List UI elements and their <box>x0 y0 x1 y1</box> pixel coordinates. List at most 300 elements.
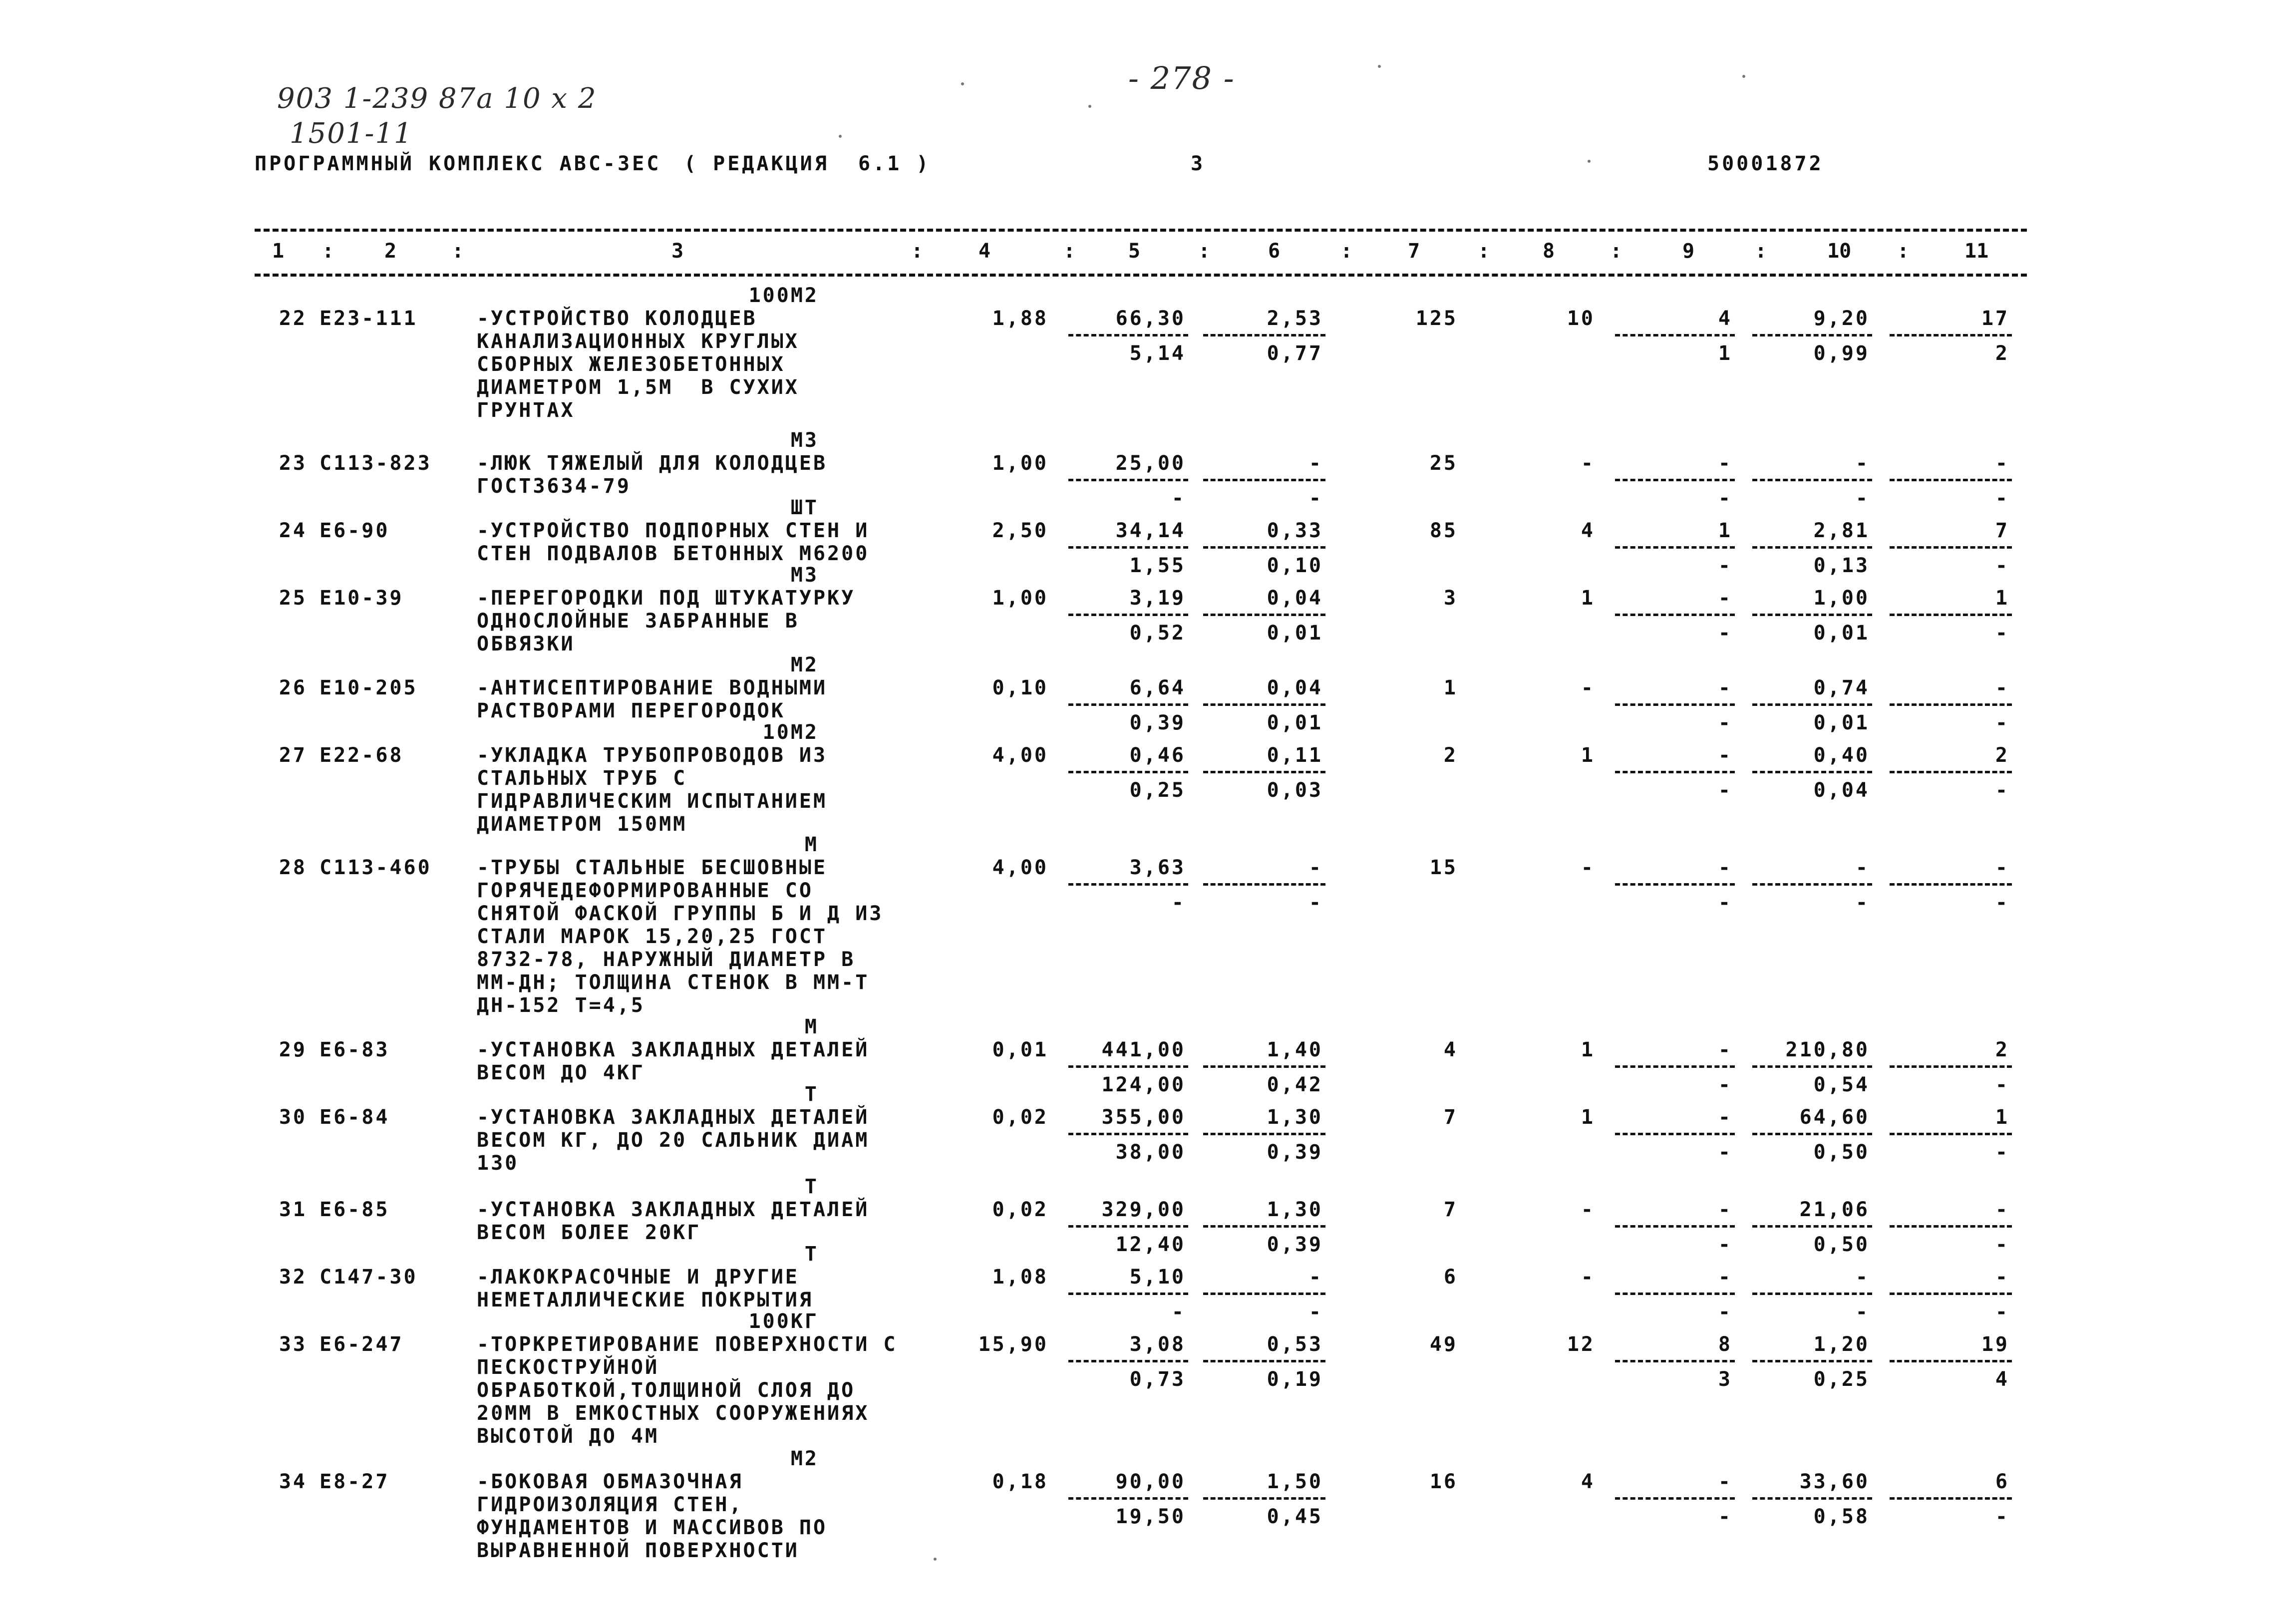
separator-col9 <box>1615 1225 1735 1228</box>
value-c6b: 0,42 <box>1267 1073 1323 1096</box>
separator-col10 <box>1752 334 1872 336</box>
value-c9b: - <box>1718 891 1732 914</box>
column-header-10: 10 <box>1827 240 1852 263</box>
value-c9a: 1 <box>1718 519 1732 542</box>
separator-col11 <box>1890 546 2012 549</box>
value-c5b: 124,00 <box>1101 1073 1186 1096</box>
value-c9b: - <box>1718 779 1732 802</box>
value-c4: 0,10 <box>992 676 1048 699</box>
separator-col6 <box>1203 703 1325 706</box>
work-description: -УСТАНОВКА ЗАКЛАДНЫХ ДЕТАЛЕЙ ВЕСОМ БОЛЕЕ 20КГ <box>477 1198 870 1244</box>
separator-col9 <box>1615 334 1735 336</box>
value-c8: 12 <box>1567 1333 1595 1356</box>
separator-col11 <box>1890 771 2012 773</box>
value-c5a: 441,00 <box>1101 1038 1186 1061</box>
row-number: 34 <box>279 1470 307 1493</box>
value-c10b: 0,50 <box>1813 1233 1870 1256</box>
separator-col6 <box>1203 479 1325 481</box>
value-c6a: - <box>1308 452 1323 475</box>
value-c5b: 19,50 <box>1115 1505 1186 1528</box>
value-c9b: - <box>1718 487 1732 510</box>
unit-of-measure: Т <box>804 1175 819 1198</box>
program-title: ПРОГРАММНЫЙ КОМПЛЕКС АВС-3ЕС <box>255 152 661 175</box>
value-c4: 0,18 <box>992 1470 1048 1493</box>
column-separator: : <box>1340 240 1353 263</box>
scan-speck <box>1378 65 1381 68</box>
value-c11b: - <box>1995 779 2009 802</box>
row-number: 22 <box>279 307 307 330</box>
unit-of-measure: М2 <box>790 1447 819 1470</box>
separator-col10 <box>1752 1293 1872 1295</box>
value-c7: 3 <box>1443 587 1458 610</box>
value-c10a: - <box>1855 1266 1870 1289</box>
separator-col6 <box>1203 1497 1325 1500</box>
work-description: -ЛАКОКРАСОЧНЫЕ И ДРУГИЕ НЕМЕТАЛЛИЧЕСКИЕ ПОКРЫТИЯ <box>477 1266 813 1311</box>
value-c8: - <box>1581 676 1595 699</box>
value-c10b: 0,01 <box>1813 622 1870 645</box>
value-c8: - <box>1581 1266 1595 1289</box>
value-c10b: 0,54 <box>1813 1073 1870 1096</box>
separator-col6 <box>1203 1293 1325 1295</box>
value-c5a: 0,46 <box>1129 744 1186 767</box>
value-c11b: - <box>1995 1141 2009 1164</box>
value-c10a: 1,00 <box>1813 587 1870 610</box>
scan-speck <box>934 1558 937 1561</box>
separator-col11 <box>1890 1360 2012 1362</box>
scan-speck <box>1742 75 1745 78</box>
column-separator: : <box>322 240 334 263</box>
value-c4: 0,01 <box>992 1038 1048 1061</box>
row-number: 28 <box>279 856 307 879</box>
value-c11b: - <box>1995 622 2009 645</box>
work-description: -АНТИСЕПТИРОВАНИЕ ВОДНЫМИ РАСТВОРАМИ ПЕРЕГОРОДОК <box>477 676 828 722</box>
value-c4: 1,00 <box>992 452 1048 475</box>
unit-of-measure: 100М2 <box>748 284 819 307</box>
work-description: -ТРУБЫ СТАЛЬНЫЕ БЕСШОВНЫЕ ГОРЯЧЕДЕФОРМИРОВАННЫЕ СО СНЯТОЙ ФАСКОЙ ГРУППЫ Б И Д ИЗ СТАЛИ МАРОК 15,20,25 ГОСТ 8732-78, НАРУЖНЫЙ ДИАМЕТР В ММ-ДН; ТОЛЩИНА СТЕНОК В ММ-Т ДН-152 Т=4,5 <box>477 856 884 1017</box>
work-description: -ЛЮК ТЯЖЕЛЫЙ ДЛЯ КОЛОДЦЕВ ГОСТ3634-79 <box>477 452 828 498</box>
value-c5b: 12,40 <box>1115 1233 1186 1256</box>
work-code: Е23-111 <box>320 307 418 330</box>
value-c6a: 1,30 <box>1267 1106 1323 1129</box>
separator-col10 <box>1752 1497 1872 1500</box>
value-c6b: - <box>1308 487 1323 510</box>
row-number: 29 <box>279 1038 307 1061</box>
value-c7: 2 <box>1443 744 1458 767</box>
value-c10b: 0,04 <box>1813 779 1870 802</box>
value-c9b: - <box>1718 711 1732 734</box>
column-header-6: 6 <box>1268 240 1281 263</box>
value-c11a: 1 <box>1995 587 2009 610</box>
separator-col5 <box>1068 546 1188 549</box>
separator-col9 <box>1615 1065 1735 1068</box>
value-c4: 0,02 <box>992 1106 1048 1129</box>
value-c5a: 3,19 <box>1129 587 1186 610</box>
unit-of-measure: М <box>804 1015 819 1038</box>
work-code: С113-823 <box>320 452 432 475</box>
value-c8: - <box>1581 856 1595 879</box>
value-c5a: 3,63 <box>1129 856 1186 879</box>
value-c10a: 0,40 <box>1813 744 1870 767</box>
work-code: Е6-83 <box>320 1038 390 1061</box>
column-header-5: 5 <box>1128 240 1141 263</box>
value-c7: 1 <box>1443 676 1458 699</box>
separator-col11 <box>1890 1293 2012 1295</box>
value-c9b: - <box>1718 1073 1732 1096</box>
value-c5b: 0,73 <box>1129 1368 1186 1391</box>
value-c11b: 4 <box>1995 1368 2009 1391</box>
unit-of-measure: ШТ <box>790 496 819 519</box>
value-c10b: 0,13 <box>1813 554 1870 577</box>
value-c6a: 0,04 <box>1267 676 1323 699</box>
value-c5a: 90,00 <box>1115 1470 1186 1493</box>
separator-col9 <box>1615 614 1735 616</box>
work-description: -УСТРОЙСТВО ПОДПОРНЫХ СТЕН И СТЕН ПОДВАЛОВ БЕТОННЫХ М6200 <box>477 519 870 565</box>
value-c9a: - <box>1718 1266 1732 1289</box>
value-c7: 49 <box>1429 1333 1458 1356</box>
separator-col10 <box>1752 479 1872 481</box>
separator-col5 <box>1068 1225 1188 1228</box>
document-code: 50001872 <box>1707 152 1824 175</box>
value-c5b: 0,52 <box>1129 622 1186 645</box>
value-c11b: - <box>1995 1073 2009 1096</box>
separator-col9 <box>1615 703 1735 706</box>
work-description: -БОКОВАЯ ОБМАЗОЧНАЯ ГИДРОИЗОЛЯЦИЯ СТЕН, ФУНДАМЕНТОВ И МАССИВОВ ПО ВЫРАВНЕННОЙ ПОВЕРХНОСТИ <box>477 1470 828 1562</box>
separator-col5 <box>1068 703 1188 706</box>
separator-col5 <box>1068 614 1188 616</box>
value-c11b: - <box>1995 487 2009 510</box>
value-c8: 4 <box>1581 519 1595 542</box>
value-c6b: 0,39 <box>1267 1141 1323 1164</box>
value-c5b: 0,39 <box>1129 711 1186 734</box>
separator-col6 <box>1203 546 1325 549</box>
work-description: -УКЛАДКА ТРУБОПРОВОДОВ ИЗ СТАЛЬНЫХ ТРУБ С ГИДРАВЛИЧЕСКИМ ИСПЫТАНИЕМ ДИАМЕТРОМ 150ММ <box>477 744 828 836</box>
value-c10a: 33,60 <box>1799 1470 1870 1493</box>
page-number: - 278 - <box>1128 60 1235 96</box>
value-c11b: - <box>1995 554 2009 577</box>
value-c5b: - <box>1171 1300 1186 1323</box>
value-c4: 1,00 <box>992 587 1048 610</box>
row-number: 24 <box>279 519 307 542</box>
value-c11a: 1 <box>1995 1106 2009 1129</box>
separator-col11 <box>1890 1497 2012 1500</box>
separator-col6 <box>1203 1133 1325 1135</box>
value-c9a: - <box>1718 452 1732 475</box>
value-c6b: 0,19 <box>1267 1368 1323 1391</box>
value-c5a: 6,64 <box>1129 676 1186 699</box>
value-c7: 6 <box>1443 1266 1458 1289</box>
unit-of-measure: М3 <box>790 564 819 587</box>
value-c6a: 1,50 <box>1267 1470 1323 1493</box>
row-number: 31 <box>279 1198 307 1221</box>
separator-col11 <box>1890 1225 2012 1228</box>
value-c9a: - <box>1718 1106 1732 1129</box>
scan-speck <box>839 135 842 138</box>
row-number: 25 <box>279 587 307 610</box>
value-c11a: 2 <box>1995 1038 2009 1061</box>
value-c10b: - <box>1855 487 1870 510</box>
value-c7: 125 <box>1415 307 1458 330</box>
row-number: 32 <box>279 1266 307 1289</box>
separator-col5 <box>1068 479 1188 481</box>
value-c5b: 5,14 <box>1129 342 1186 365</box>
work-code: Е6-85 <box>320 1198 390 1221</box>
value-c9a: - <box>1718 587 1732 610</box>
value-c4: 4,00 <box>992 744 1048 767</box>
value-c11a: 7 <box>1995 519 2009 542</box>
column-separator: : <box>1478 240 1490 263</box>
value-c7: 85 <box>1429 519 1458 542</box>
value-c5b: 38,00 <box>1115 1141 1186 1164</box>
row-number: 33 <box>279 1333 307 1356</box>
separator-col11 <box>1890 883 2012 886</box>
unit-of-measure: Т <box>804 1243 819 1266</box>
separator-col9 <box>1615 1360 1735 1362</box>
separator-col9 <box>1615 1293 1735 1295</box>
column-separator: : <box>1897 240 1910 263</box>
unit-of-measure: 10М2 <box>762 721 819 744</box>
value-c6a: 1,30 <box>1267 1198 1323 1221</box>
handwritten-reference: 903 1-239 87а 10 х 2 <box>277 82 597 115</box>
value-c11a: 19 <box>1981 1333 2009 1356</box>
value-c10b: 0,50 <box>1813 1141 1870 1164</box>
separator-col10 <box>1752 1133 1872 1135</box>
value-c9b: - <box>1718 1505 1732 1528</box>
value-c7: 15 <box>1429 856 1458 879</box>
value-c4: 4,00 <box>992 856 1048 879</box>
value-c6b: 0,45 <box>1267 1505 1323 1528</box>
work-code: Е6-84 <box>320 1106 390 1129</box>
value-c9b: - <box>1718 554 1732 577</box>
value-c9a: - <box>1718 1198 1732 1221</box>
value-c6b: 0,77 <box>1267 342 1323 365</box>
header-bottom-rule <box>255 274 2027 277</box>
value-c9a: - <box>1718 1038 1732 1061</box>
column-separator: : <box>452 240 464 263</box>
value-c11a: 2 <box>1995 744 2009 767</box>
value-c6a: 1,40 <box>1267 1038 1323 1061</box>
value-c9a: 8 <box>1718 1333 1732 1356</box>
row-number: 30 <box>279 1106 307 1129</box>
column-separator: : <box>1198 240 1211 263</box>
separator-col9 <box>1615 1497 1735 1500</box>
value-c9b: 3 <box>1718 1368 1732 1391</box>
separator-col6 <box>1203 883 1325 886</box>
column-separator: : <box>1063 240 1076 263</box>
separator-col10 <box>1752 1225 1872 1228</box>
separator-col6 <box>1203 614 1325 616</box>
edition-label: ( РЕДАКЦИЯ 6.1 ) <box>684 152 931 175</box>
row-number: 23 <box>279 452 307 475</box>
column-separator: : <box>911 240 924 263</box>
column-header-8: 8 <box>1543 240 1555 263</box>
value-c6a: 0,04 <box>1267 587 1323 610</box>
value-c9a: - <box>1718 856 1732 879</box>
separator-col11 <box>1890 614 2012 616</box>
value-c8: 1 <box>1581 587 1595 610</box>
separator-col6 <box>1203 1065 1325 1068</box>
work-description: -УСТАНОВКА ЗАКЛАДНЫХ ДЕТАЛЕЙ ВЕСОМ ДО 4КГ <box>477 1038 870 1084</box>
separator-col5 <box>1068 334 1188 336</box>
separator-col9 <box>1615 546 1735 549</box>
value-c10b: 0,25 <box>1813 1368 1870 1391</box>
column-header-9: 9 <box>1682 240 1695 263</box>
unit-of-measure: М2 <box>790 653 819 676</box>
value-c4: 15,90 <box>978 1333 1048 1356</box>
value-c11a: - <box>1995 452 2009 475</box>
separator-col6 <box>1203 334 1325 336</box>
value-c4: 1,08 <box>992 1266 1048 1289</box>
value-c8: 1 <box>1581 1038 1595 1061</box>
work-description: -УСТАНОВКА ЗАКЛАДНЫХ ДЕТАЛЕЙ ВЕСОМ КГ, ДО 20 САЛЬНИК ДИАМ 130 <box>477 1106 870 1175</box>
unit-of-measure: Т <box>804 1083 819 1106</box>
value-c11b: - <box>1995 891 2009 914</box>
value-c11b: 2 <box>1995 342 2009 365</box>
value-c10b: - <box>1855 891 1870 914</box>
value-c9a: - <box>1718 744 1732 767</box>
separator-col11 <box>1890 1065 2012 1068</box>
separator-col5 <box>1068 1293 1188 1295</box>
separator-col9 <box>1615 883 1735 886</box>
value-c7: 7 <box>1443 1106 1458 1129</box>
value-c7: 4 <box>1443 1038 1458 1061</box>
value-c10b: 0,01 <box>1813 711 1870 734</box>
unit-of-measure: М <box>804 833 819 856</box>
value-c7: 16 <box>1429 1470 1458 1493</box>
row-number: 27 <box>279 744 307 767</box>
value-c10a: - <box>1855 856 1870 879</box>
column-header-3: 3 <box>671 240 684 263</box>
separator-col6 <box>1203 1225 1325 1228</box>
value-c5b: - <box>1171 891 1186 914</box>
value-c6b: 0,03 <box>1267 779 1323 802</box>
value-c9b: - <box>1718 622 1732 645</box>
value-c4: 0,02 <box>992 1198 1048 1221</box>
separator-col11 <box>1890 479 2012 481</box>
separator-col5 <box>1068 1133 1188 1135</box>
work-code: Е10-205 <box>320 676 418 699</box>
column-separator: : <box>1610 240 1623 263</box>
separator-col11 <box>1890 703 2012 706</box>
value-c6b: 0,01 <box>1267 711 1323 734</box>
value-c7: 25 <box>1429 452 1458 475</box>
value-c8: 1 <box>1581 744 1595 767</box>
value-c10a: 21,06 <box>1799 1198 1870 1221</box>
value-c10a: 64,60 <box>1799 1106 1870 1129</box>
value-c8: 4 <box>1581 1470 1595 1493</box>
value-c10a: 1,20 <box>1813 1333 1870 1356</box>
scan-speck <box>961 82 964 85</box>
value-c9b: 1 <box>1718 342 1732 365</box>
value-c6a: 2,53 <box>1267 307 1323 330</box>
value-c11a: - <box>1995 676 2009 699</box>
value-c5a: 66,30 <box>1115 307 1186 330</box>
work-code: С147-30 <box>320 1266 418 1289</box>
value-c9b: - <box>1718 1233 1732 1256</box>
value-c11b: - <box>1995 1505 2009 1528</box>
separator-col5 <box>1068 883 1188 886</box>
value-c11a: - <box>1995 856 2009 879</box>
work-description: -ТОРКРЕТИРОВАНИЕ ПОВЕРХНОСТИ С ПЕСКОСТРУЙНОЙ ОБРАБОТКОЙ,ТОЛЩИНОЙ СЛОЯ ДО 20ММ В ЕМКОСТНЫХ СООРУЖЕНИЯХ ВЫСОТОЙ ДО 4М <box>477 1333 898 1448</box>
value-c10a: - <box>1855 452 1870 475</box>
separator-col10 <box>1752 1360 1872 1362</box>
separator-col11 <box>1890 334 2012 336</box>
separator-col5 <box>1068 771 1188 773</box>
work-description: -ПЕРЕГОРОДКИ ПОД ШТУКАТУРКУ ОДНОСЛОЙНЫЕ ЗАБРАННЫЕ В ОБВЯЗКИ <box>477 587 856 655</box>
value-c6b: - <box>1308 1300 1323 1323</box>
value-c10a: 9,20 <box>1813 307 1870 330</box>
column-separator: : <box>1755 240 1767 263</box>
value-c5b: 0,25 <box>1129 779 1186 802</box>
separator-col10 <box>1752 703 1872 706</box>
handwritten-reference-2: 1501-11 <box>290 117 413 150</box>
value-c8: 1 <box>1581 1106 1595 1129</box>
value-c4: 1,88 <box>992 307 1048 330</box>
value-c6a: 0,11 <box>1267 744 1323 767</box>
value-c11b: - <box>1995 1233 2009 1256</box>
value-c10a: 210,80 <box>1785 1038 1870 1061</box>
value-c5b: - <box>1171 487 1186 510</box>
value-c6b: 0,01 <box>1267 622 1323 645</box>
value-c9a: - <box>1718 676 1732 699</box>
value-c9a: 4 <box>1718 307 1732 330</box>
row-number: 26 <box>279 676 307 699</box>
separator-col10 <box>1752 614 1872 616</box>
separator-col11 <box>1890 1133 2012 1135</box>
value-c10b: 0,99 <box>1813 342 1870 365</box>
work-code: Е22-68 <box>320 744 404 767</box>
value-c6a: - <box>1308 1266 1323 1289</box>
column-header-2: 2 <box>384 240 397 263</box>
value-c11b: - <box>1995 1300 2009 1323</box>
unit-of-measure: М3 <box>790 429 819 452</box>
value-c5a: 329,00 <box>1101 1198 1186 1221</box>
column-header-4: 4 <box>978 240 991 263</box>
value-c6a: 0,33 <box>1267 519 1323 542</box>
scan-speck <box>1588 160 1591 163</box>
separator-col10 <box>1752 546 1872 549</box>
separator-col10 <box>1752 883 1872 886</box>
value-c5a: 34,14 <box>1115 519 1186 542</box>
separator-col5 <box>1068 1065 1188 1068</box>
value-c9a: - <box>1718 1470 1732 1493</box>
value-c9b: - <box>1718 1141 1732 1164</box>
separator-col9 <box>1615 771 1735 773</box>
value-c11a: - <box>1995 1198 2009 1221</box>
value-c11a: - <box>1995 1266 2009 1289</box>
sheet-number: 3 <box>1191 152 1206 175</box>
value-c4: 2,50 <box>992 519 1048 542</box>
value-c5a: 25,00 <box>1115 452 1186 475</box>
unit-of-measure: 100КГ <box>748 1310 819 1333</box>
value-c11a: 17 <box>1981 307 2009 330</box>
work-description: -УСТРОЙСТВО КОЛОДЦЕВ КАНАЛИЗАЦИОННЫХ КРУГЛЫХ СБОРНЫХ ЖЕЛЕЗОБЕТОННЫХ ДИАМЕТРОМ 1,5М В СУХИХ ГРУНТАХ <box>477 307 799 422</box>
separator-col10 <box>1752 1065 1872 1068</box>
work-code: Е6-90 <box>320 519 390 542</box>
value-c9b: - <box>1718 1300 1732 1323</box>
value-c7: 7 <box>1443 1198 1458 1221</box>
value-c8: - <box>1581 452 1595 475</box>
value-c8: 10 <box>1567 307 1595 330</box>
work-code: С113-460 <box>320 856 432 879</box>
separator-col6 <box>1203 771 1325 773</box>
separator-col5 <box>1068 1360 1188 1362</box>
separator-col6 <box>1203 1360 1325 1362</box>
value-c8: - <box>1581 1198 1595 1221</box>
value-c6b: - <box>1308 891 1323 914</box>
value-c6b: 0,39 <box>1267 1233 1323 1256</box>
separator-col9 <box>1615 1133 1735 1135</box>
work-code: Е6-247 <box>320 1333 404 1356</box>
